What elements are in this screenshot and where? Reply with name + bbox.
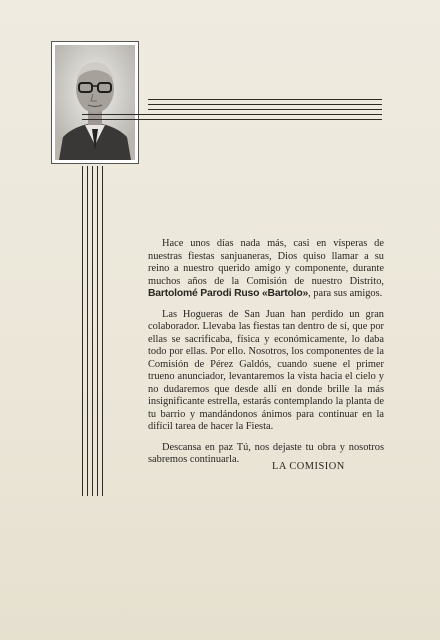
horizontal-rule-3 bbox=[148, 109, 382, 110]
paragraph-3: Descansa en paz Tú, nos dejaste tu obra y nosotros sabremos continuarla. bbox=[148, 441, 384, 465]
vertical-rule-5 bbox=[102, 166, 103, 496]
vertical-rule-1 bbox=[82, 166, 83, 496]
vertical-rule-3 bbox=[92, 166, 93, 496]
paragraph-2: Las Hogueras de San Juan han perdido un gran colaborador. Llevaba las fiestas tan dentro de sí, que por ellas se sacrificaba, física y económicamente, lo daba todo por ellas. Por ello. Nosotros, los componentes de la Comisión de Pérez Galdós, cuando suene el primer trueno anunciador, levantaremos la vista hacia el cielo y no dudaremos que desde allí en donde brille la más insignificante estrella, estarás contemplando la planta de tu barrio y mandándonos ánimos para continuar en la difícil tarea de hacer la Fiesta. bbox=[148, 308, 384, 432]
horizontal-rule-5 bbox=[82, 119, 382, 120]
memorial-text bbox=[148, 238, 384, 475]
portrait-photo bbox=[51, 41, 139, 164]
paragraph-1-after: , para sus amigos. bbox=[308, 288, 383, 299]
vertical-rule-2 bbox=[87, 166, 88, 496]
vertical-rule-4 bbox=[97, 166, 98, 496]
paragraph-1 bbox=[148, 238, 384, 301]
signature: LA COMISION bbox=[272, 461, 345, 472]
portrait-icon bbox=[55, 45, 135, 160]
horizontal-rule-1 bbox=[148, 99, 382, 100]
horizontal-rule-4 bbox=[82, 114, 382, 115]
deceased-name: Bartolomé Parodi Ruso «Bartolo» bbox=[148, 288, 309, 299]
paragraph-1-before: Hace unos días nada más, casi en vísperas de nuestras fiestas sanjuaneras, Dios quiso llamar a su reino a nuestro querido amigo y componente, durante muchos años de la Comisión de nuestro Distrito, bbox=[148, 238, 384, 287]
horizontal-rule-2 bbox=[148, 104, 382, 105]
